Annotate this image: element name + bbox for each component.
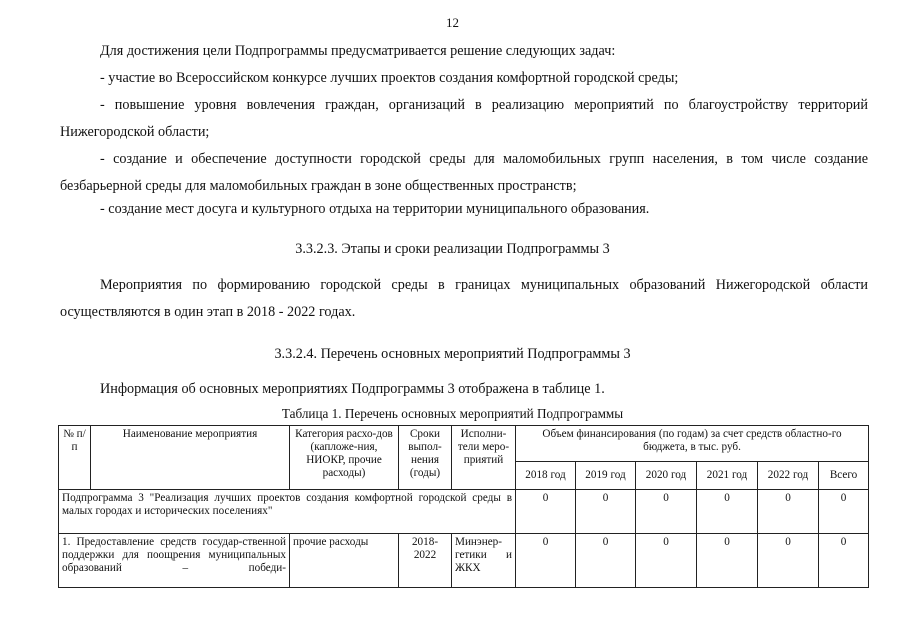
info-paragraph: Информация об основных мероприятиях Подпрограммы 3 отображена в таблице 1.	[100, 381, 605, 397]
table-caption: Таблица 1. Перечень основных мероприятий Подпрограммы	[281, 406, 624, 421]
table-cell: 0	[516, 490, 576, 534]
header-executors: Исполни-тели меро-приятий	[452, 426, 516, 490]
stages-paragraph: Мероприятия по формированию городской среды в границах муниципальных образований Нижегородской области осуществляются в один этап в 2018 - 2022 годах.	[60, 277, 868, 320]
year-header: 2019 год	[576, 462, 636, 490]
table-cell: 0	[697, 490, 758, 534]
header-terms: Сроки выпол-нения (годы)	[399, 426, 452, 490]
table-cell: 0	[697, 534, 758, 588]
task-item-1: - участие во Всероссийском конкурсе лучших проектов создания комфортной городской среды;	[100, 70, 679, 86]
header-category: Категория расхо-дов (капложе-ния, НИОКР, прочие расходы)	[290, 426, 399, 490]
measure-name: 1. Предоставление средств государ-ственной поддержки для поощрения муниципальных образований – победи-	[59, 534, 290, 588]
measure-category: прочие расходы	[290, 534, 399, 588]
table-cell: 0	[636, 534, 697, 588]
header-num: № п/п	[59, 426, 91, 490]
table-header-row	[59, 426, 869, 462]
measure-terms: 2018-2022	[399, 534, 452, 588]
year-header: 2021 год	[697, 462, 758, 490]
task-item-2: - повышение уровня вовлечения граждан, организаций в реализацию мероприятий по благоустройству территорий Нижегородской области;	[60, 97, 868, 140]
year-header: 2018 год	[516, 462, 576, 490]
table-cell: 0	[758, 534, 819, 588]
table-cell: 0	[636, 490, 697, 534]
section-heading-list: 3.3.2.4. Перечень основных мероприятий Подпрограммы 3	[274, 346, 631, 362]
task-item-3: - создание и обеспечение доступности городской среды для маломобильных групп населения, в том числе создание безбарьерной среды для маломобильных граждан в зоне общественных пространств;	[60, 151, 868, 194]
measures-table	[58, 425, 869, 588]
table-cell: 0	[576, 534, 636, 588]
table-row	[59, 490, 869, 534]
table-cell: 0	[576, 490, 636, 534]
table-cell: 0	[819, 534, 869, 588]
intro-paragraph: Для достижения цели Подпрограммы предусматривается решение следующих задач:	[100, 43, 616, 59]
page-number: 12	[446, 15, 459, 30]
total-header: Всего	[819, 462, 869, 490]
measure-executor: Минэнер-гетики и ЖКХ	[452, 534, 516, 588]
year-header: 2022 год	[758, 462, 819, 490]
header-name: Наименование мероприятия	[91, 426, 290, 490]
year-header: 2020 год	[636, 462, 697, 490]
task-item-4: - создание мест досуга и культурного отдыха на территории муниципального образования.	[100, 201, 650, 217]
table-cell: 0	[516, 534, 576, 588]
table-cell: 0	[758, 490, 819, 534]
subprogram-title: Подпрограмма 3 "Реализация лучших проектов создания комфортной городской среды в малых городах и исторических поселениях"	[59, 490, 516, 534]
table-row	[59, 534, 869, 588]
header-funding: Объем финансирования (по годам) за счет средств областно-го бюджета, в тыс. руб.	[516, 426, 869, 462]
section-heading-stages: 3.3.2.3. Этапы и сроки реализации Подпрограммы 3	[295, 241, 610, 257]
table-cell: 0	[819, 490, 869, 534]
